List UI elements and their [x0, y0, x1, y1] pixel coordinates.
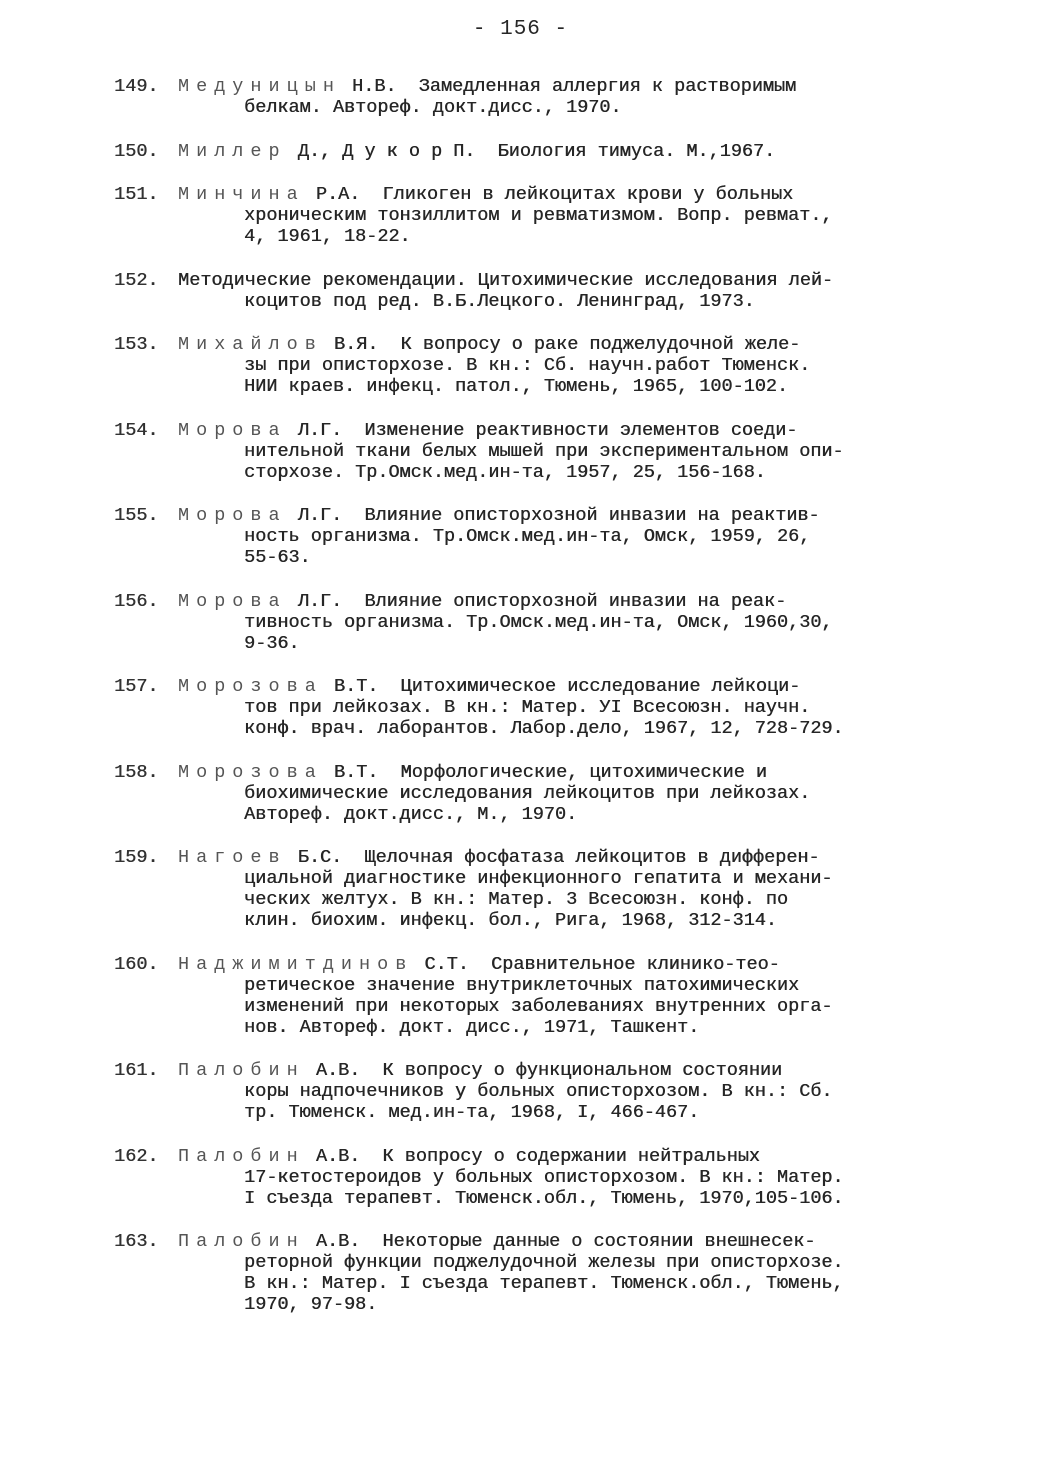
- reference-list: [114, 76, 964, 1338]
- reference-line-text: Б.С. Щелочная фосфатаза лейкоцитов в дифферен-: [286, 847, 820, 868]
- reference-line: [178, 420, 964, 441]
- reference-line: [178, 505, 964, 526]
- reference-number: 153.: [114, 334, 159, 355]
- reference-author: Михайлов: [178, 334, 323, 355]
- reference-author: Минчина: [178, 184, 305, 205]
- reference-line: 55-63.: [244, 547, 311, 568]
- reference-line: [178, 334, 964, 355]
- reference-text: [178, 847, 964, 931]
- reference-line-text: Р.А. Гликоген в лейкоцитах крови у больных: [304, 184, 794, 205]
- reference-line: НИИ краев. инфекц. патол., Тюмень, 1965, 100-102.: [244, 376, 788, 397]
- reference-line: ческих желтух. В кн.: Матер. 3 Всесоюзн. конф. по: [244, 889, 788, 910]
- reference-line: 4, 1961, 18-22.: [244, 226, 411, 247]
- reference-line-text: С.Т. Сравнительное клинико-тео-: [413, 953, 780, 975]
- reference-entry: [114, 76, 964, 118]
- reference-line-text: В.Т. Морфологические, цитохимические и: [322, 761, 767, 783]
- reference-line-text: Л.Г. Изменение реактивности элементов соеди-: [286, 419, 798, 441]
- reference-text: [178, 76, 964, 118]
- reference-number: 157.: [114, 676, 159, 697]
- reference-line: тов при лейкозах. В кн.: Матер. УI Всесоюзн. научн.: [244, 697, 811, 718]
- reference-author: Палобин: [178, 1231, 305, 1252]
- reference-entry: [114, 141, 964, 162]
- reference-number: 151.: [114, 184, 159, 205]
- reference-text: [178, 184, 964, 247]
- reference-entry: [114, 676, 964, 739]
- reference-entry: [114, 1146, 964, 1209]
- reference-line: клин. биохим. инфекц. бол., Рига, 1968, 312-314.: [244, 910, 777, 931]
- reference-line: нов. Автореф. докт. дисс., 1971, Ташкент.: [244, 1016, 700, 1038]
- reference-number: 156.: [114, 590, 159, 612]
- reference-line: хроническим тонзиллитом и ревматизмом. Вопр. ревмат.,: [244, 205, 833, 226]
- reference-number: 163.: [114, 1231, 159, 1252]
- reference-line-text: Л.Г. Влияние описторхозной инвазии на реактив-: [286, 505, 820, 526]
- reference-number: 160.: [114, 953, 159, 975]
- reference-author: Морозова: [178, 676, 323, 697]
- reference-line-text: Н.В. Замедленная аллергия к растворимым: [340, 76, 797, 97]
- reference-text: [178, 141, 964, 162]
- reference-line: сторхозе. Тр.Омск.мед.ин-та, 1957, 25, 156-168.: [244, 461, 766, 483]
- reference-entry: [114, 505, 964, 568]
- reference-line-text: А.В. К вопросу о функциональном состоянии: [304, 1060, 783, 1081]
- reference-text: [178, 1231, 964, 1315]
- reference-line: коцитов под ред. В.Б.Лецкого. Ленинград, 1973.: [244, 290, 755, 312]
- reference-line-text: В.Я. К вопросу о раке поджелудочной желе-: [322, 334, 801, 355]
- reference-line: тивность организма. Тр.Омск.мед.ин-та, Омск, 1960,30,: [244, 611, 833, 633]
- reference-author: Наджимитдинов: [178, 953, 414, 975]
- reference-line: белкам. Автореф. докт.дисс., 1970.: [244, 97, 622, 118]
- reference-line-text: А.В. К вопросу о содержании нейтральных: [304, 1145, 760, 1167]
- reference-line: [178, 1231, 964, 1252]
- reference-author: Морова: [178, 590, 287, 612]
- reference-entry: [114, 270, 964, 312]
- reference-line: [178, 591, 964, 612]
- reference-author: Палобин: [178, 1060, 305, 1081]
- reference-line: ность организма. Тр.Омск.мед.ин-та, Омск, 1959, 26,: [244, 526, 811, 547]
- reference-author: Морозова: [178, 761, 323, 783]
- reference-line-text: Л.Г. Влияние описторхозной инвазии на реак-: [286, 590, 787, 612]
- reference-text: [178, 505, 964, 568]
- reference-line: [178, 762, 964, 783]
- reference-line: конф. врач. лаборантов. Лабор.дело, 1967, 12, 728-729.: [244, 718, 844, 739]
- reference-line-text: Д., Д у к о р П. Биология тимуса. М.,1967.: [286, 140, 776, 162]
- reference-text: [178, 334, 964, 397]
- reference-line: зы при описторхозе. В кн.: Сб. научн.работ Тюменск.: [244, 355, 811, 376]
- reference-line: 1970, 97-98.: [244, 1294, 378, 1315]
- reference-number: 149.: [114, 76, 159, 97]
- reference-entry: [114, 334, 964, 397]
- reference-line: коры надпочечников у больных описторхозом. В кн.: Сб.: [244, 1081, 833, 1102]
- reference-line: нительной ткани белых мышей при экспериментальном опи-: [244, 440, 844, 462]
- reference-line: изменений при некоторых заболеваниях внутренних орга-: [244, 995, 833, 1017]
- reference-line: [178, 141, 964, 162]
- reference-line: В кн.: Матер. I съезда терапевт. Тюменск.обл., Тюмень,: [244, 1273, 844, 1294]
- reference-text: [178, 1146, 964, 1209]
- reference-line-text: В.Т. Цитохимическое исследование лейкоци-: [322, 676, 801, 697]
- reference-line: Автореф. докт.дисс., М., 1970.: [244, 803, 578, 825]
- reference-line: [178, 1146, 964, 1167]
- reference-entry: [114, 954, 964, 1038]
- reference-author: Миллер: [178, 140, 287, 162]
- reference-entry: [114, 1231, 964, 1315]
- reference-number: 150.: [114, 140, 159, 162]
- reference-line: ретическое значение внутриклеточных патохимических: [244, 974, 800, 996]
- reference-text: [178, 954, 964, 1038]
- reference-line: [178, 847, 964, 868]
- reference-line-text: А.В. Некоторые данные о состоянии внешнесек-: [304, 1231, 816, 1252]
- reference-number: 158.: [114, 761, 159, 783]
- reference-line: циальной диагностике инфекционного гепатита и механи-: [244, 868, 833, 889]
- reference-text: [178, 591, 964, 654]
- reference-author: Морова: [178, 419, 287, 441]
- reference-line: 9-36.: [244, 632, 300, 654]
- reference-line: Методические рекомендации. Цитохимические исследования лей-: [178, 269, 834, 291]
- reference-line: [178, 1060, 964, 1081]
- reference-number: 154.: [114, 419, 159, 441]
- reference-author: Палобин: [178, 1145, 305, 1167]
- reference-author: Морова: [178, 505, 287, 526]
- reference-author: Медуницын: [178, 76, 341, 97]
- reference-text: [178, 676, 964, 739]
- reference-line: [178, 676, 964, 697]
- reference-line: тр. Тюменск. мед.ин-та, 1968, I, 466-467.: [244, 1102, 700, 1123]
- reference-line: 17-кетостероидов у больных описторхозом. В кн.: Матер.: [244, 1166, 844, 1188]
- reference-entry: [114, 762, 964, 825]
- page-number: - 156 -: [472, 18, 569, 41]
- reference-line: [178, 954, 964, 975]
- reference-entry: [114, 1060, 964, 1123]
- reference-number: 152.: [114, 269, 159, 291]
- reference-entry: [114, 591, 964, 654]
- reference-number: 162.: [114, 1145, 159, 1167]
- reference-line: I съезда терапевт. Тюменск.обл., Тюмень, 1970,105-106.: [244, 1187, 844, 1209]
- reference-entry: [114, 184, 964, 247]
- reference-number: 159.: [114, 847, 159, 868]
- reference-number: 161.: [114, 1060, 159, 1081]
- reference-entry: [114, 420, 964, 483]
- reference-line: биохимические исследования лейкоцитов при лейкозах.: [244, 782, 811, 804]
- reference-text: [178, 270, 964, 312]
- reference-text: [178, 1060, 964, 1123]
- reference-line: реторной функции поджелудочной железы при описторхозе.: [244, 1252, 844, 1273]
- reference-author: Нагоев: [178, 847, 287, 868]
- reference-line: [178, 184, 964, 205]
- reference-entry: [114, 847, 964, 931]
- reference-number: 155.: [114, 505, 159, 526]
- reference-text: [178, 762, 964, 825]
- reference-line: [178, 76, 964, 97]
- reference-text: [178, 420, 964, 483]
